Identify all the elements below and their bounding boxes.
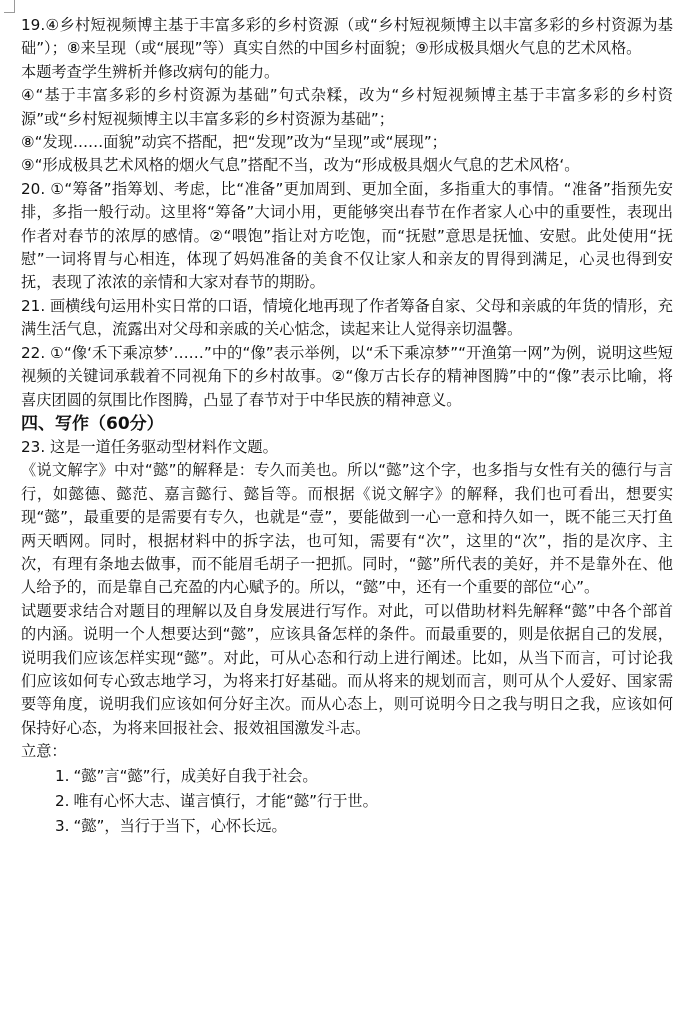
- lizhi-item: [21, 814, 673, 839]
- lizhi-item-text: “懿”言“懿”行，成美好自我于社会。: [73, 766, 318, 785]
- lizhi-list: [21, 764, 673, 839]
- q22-answer: 22. ①“像‘禾下乘凉梦’……”中的“像”表示举例，以“禾下乘凉梦”“开渔第一网”为例，说明这些短视频的关键词承载着不同视角下的乡村故事。②“像万古长存的精神图腾”中的“像”表示比喻，将喜庆团圆的氛围比作图腾，凸显了春节对于中华民族的精神意义。: [21, 343, 673, 409]
- lizhi-item-text: 唯有心怀大志、谨言慎行，才能“懿”行于世。: [73, 791, 378, 810]
- section-heading-writing: 四、写作（60分）: [21, 413, 164, 434]
- q19-item-8: ⑧“发现……面貌”动宾不搭配，把“发现”改为“呈现”或“展现”；: [21, 133, 447, 152]
- answer-content: [21, 14, 673, 839]
- q23-paragraph-2: 试题要求结合对题目的理解以及自身发展进行写作。对此，可以借助材料先解释“懿”中各个部首的内涵。说明一个人想要达到“懿”，应该具备怎样的条件。而最重要的，则是依据自己的发展，说明我们应该怎样实现“懿”。对此，可从心态和行动上进行阐述。比如，从当下而言，可讨论我们应该如何专心致志地学习，为将来打好基础。而从将来的规划而言，则可从个人爱好、国家需要等角度，说明我们应该如何分好主次。而从心态上，则可说明今日之我与明日之我，应该如何保持好心态，为将来回报社会、报效祖国激发斗志。: [21, 601, 673, 737]
- q19-item-9: ⑨“形成极具艺术风格的烟火气息”搭配不当，改为“形成极具烟火气息的艺术风格‘。: [21, 156, 580, 175]
- q21-answer: 21. 画横线句运用朴实日常的口语，情境化地再现了作者筹备自家、父母和亲戚的年货的情形，充满生活气息，流露出对父母和亲戚的关心惦念，读起来让人觉得亲切温馨。: [21, 296, 673, 339]
- q20-answer: 20. ①“筹备”指筹划、考虑，比“准备”更加周到、更加全面，多指重大的事情。“准备”指预先安排，多指一般行动。这里将“筹备”大词小用，更能够突出春节在作者家人心中的重要性，表现出作者对春节的浓厚的感情。②“喂饱”指让对方吃饱，而“抚慰”意思是抚恤、安慰。此处使用“抚慰”一词将胃与心相连，体现了妈妈准备的美食不仅让家人和亲友的胃得到满足，心灵也得到安抚，表现了浓浓的亲情和大家对春节的期盼。: [21, 179, 673, 292]
- lizhi-item: [21, 789, 673, 814]
- page-corner-mark: [4, 0, 15, 13]
- q19-analysis: 本题考查学生辨析并修改病句的能力。: [21, 62, 280, 81]
- q19-answer: 19.④乡村短视频博主基于丰富多彩的乡村资源（或“乡村短视频博主以丰富多彩的乡村资源为基础”）；⑧来呈现（或“展现”等）真实自然的中国乡村面貌；⑨形成极具烟火气息的艺术风格。: [21, 16, 673, 58]
- q23-intro: 23. 这是一道任务驱动型材料作文题。: [21, 437, 278, 456]
- lizhi-item-number: 3.: [55, 816, 70, 835]
- lizhi-item-number: 2.: [55, 791, 70, 810]
- lizhi-item: [21, 764, 673, 789]
- q23-paragraph-1: 《说文解字》中对“懿”的解释是：专久而美也。所以“懿”这个字，也多指与女性有关的德行与言行，如懿德、懿范、嘉言懿行、懿旨等。而根据《说文解字》的解释，我们也可看出，想要实现“懿”，最重要的是需要有专久，也就是“壹”，要能做到一心一意和持久如一，既不能三天打鱼两天晒网。同时，根据材料中的拆字法，也可知，需要有“次”，这里的“次”，指的是次序、主次，有理有条地去做事，而不能眉毛胡子一把抓。同时，“懿”所代表的美好，并不是靠外在、他人给予的，而是靠自己充盈的内心赋予的。所以，“懿”中，还有一个重要的部位“心”。: [21, 461, 673, 597]
- lizhi-item-text: “懿”，当行于当下，心怀长远。: [73, 816, 287, 835]
- lizhi-label: 立意：: [21, 742, 67, 761]
- q19-item-4: ④“基于丰富多彩的乡村资源为基础”句式杂糅，改为“乡村短视频博主基于丰富多彩的乡村资源”或“乡村短视频博主以丰富多彩的乡村资源为基础”；: [21, 86, 673, 128]
- lizhi-item-number: 1.: [55, 766, 70, 785]
